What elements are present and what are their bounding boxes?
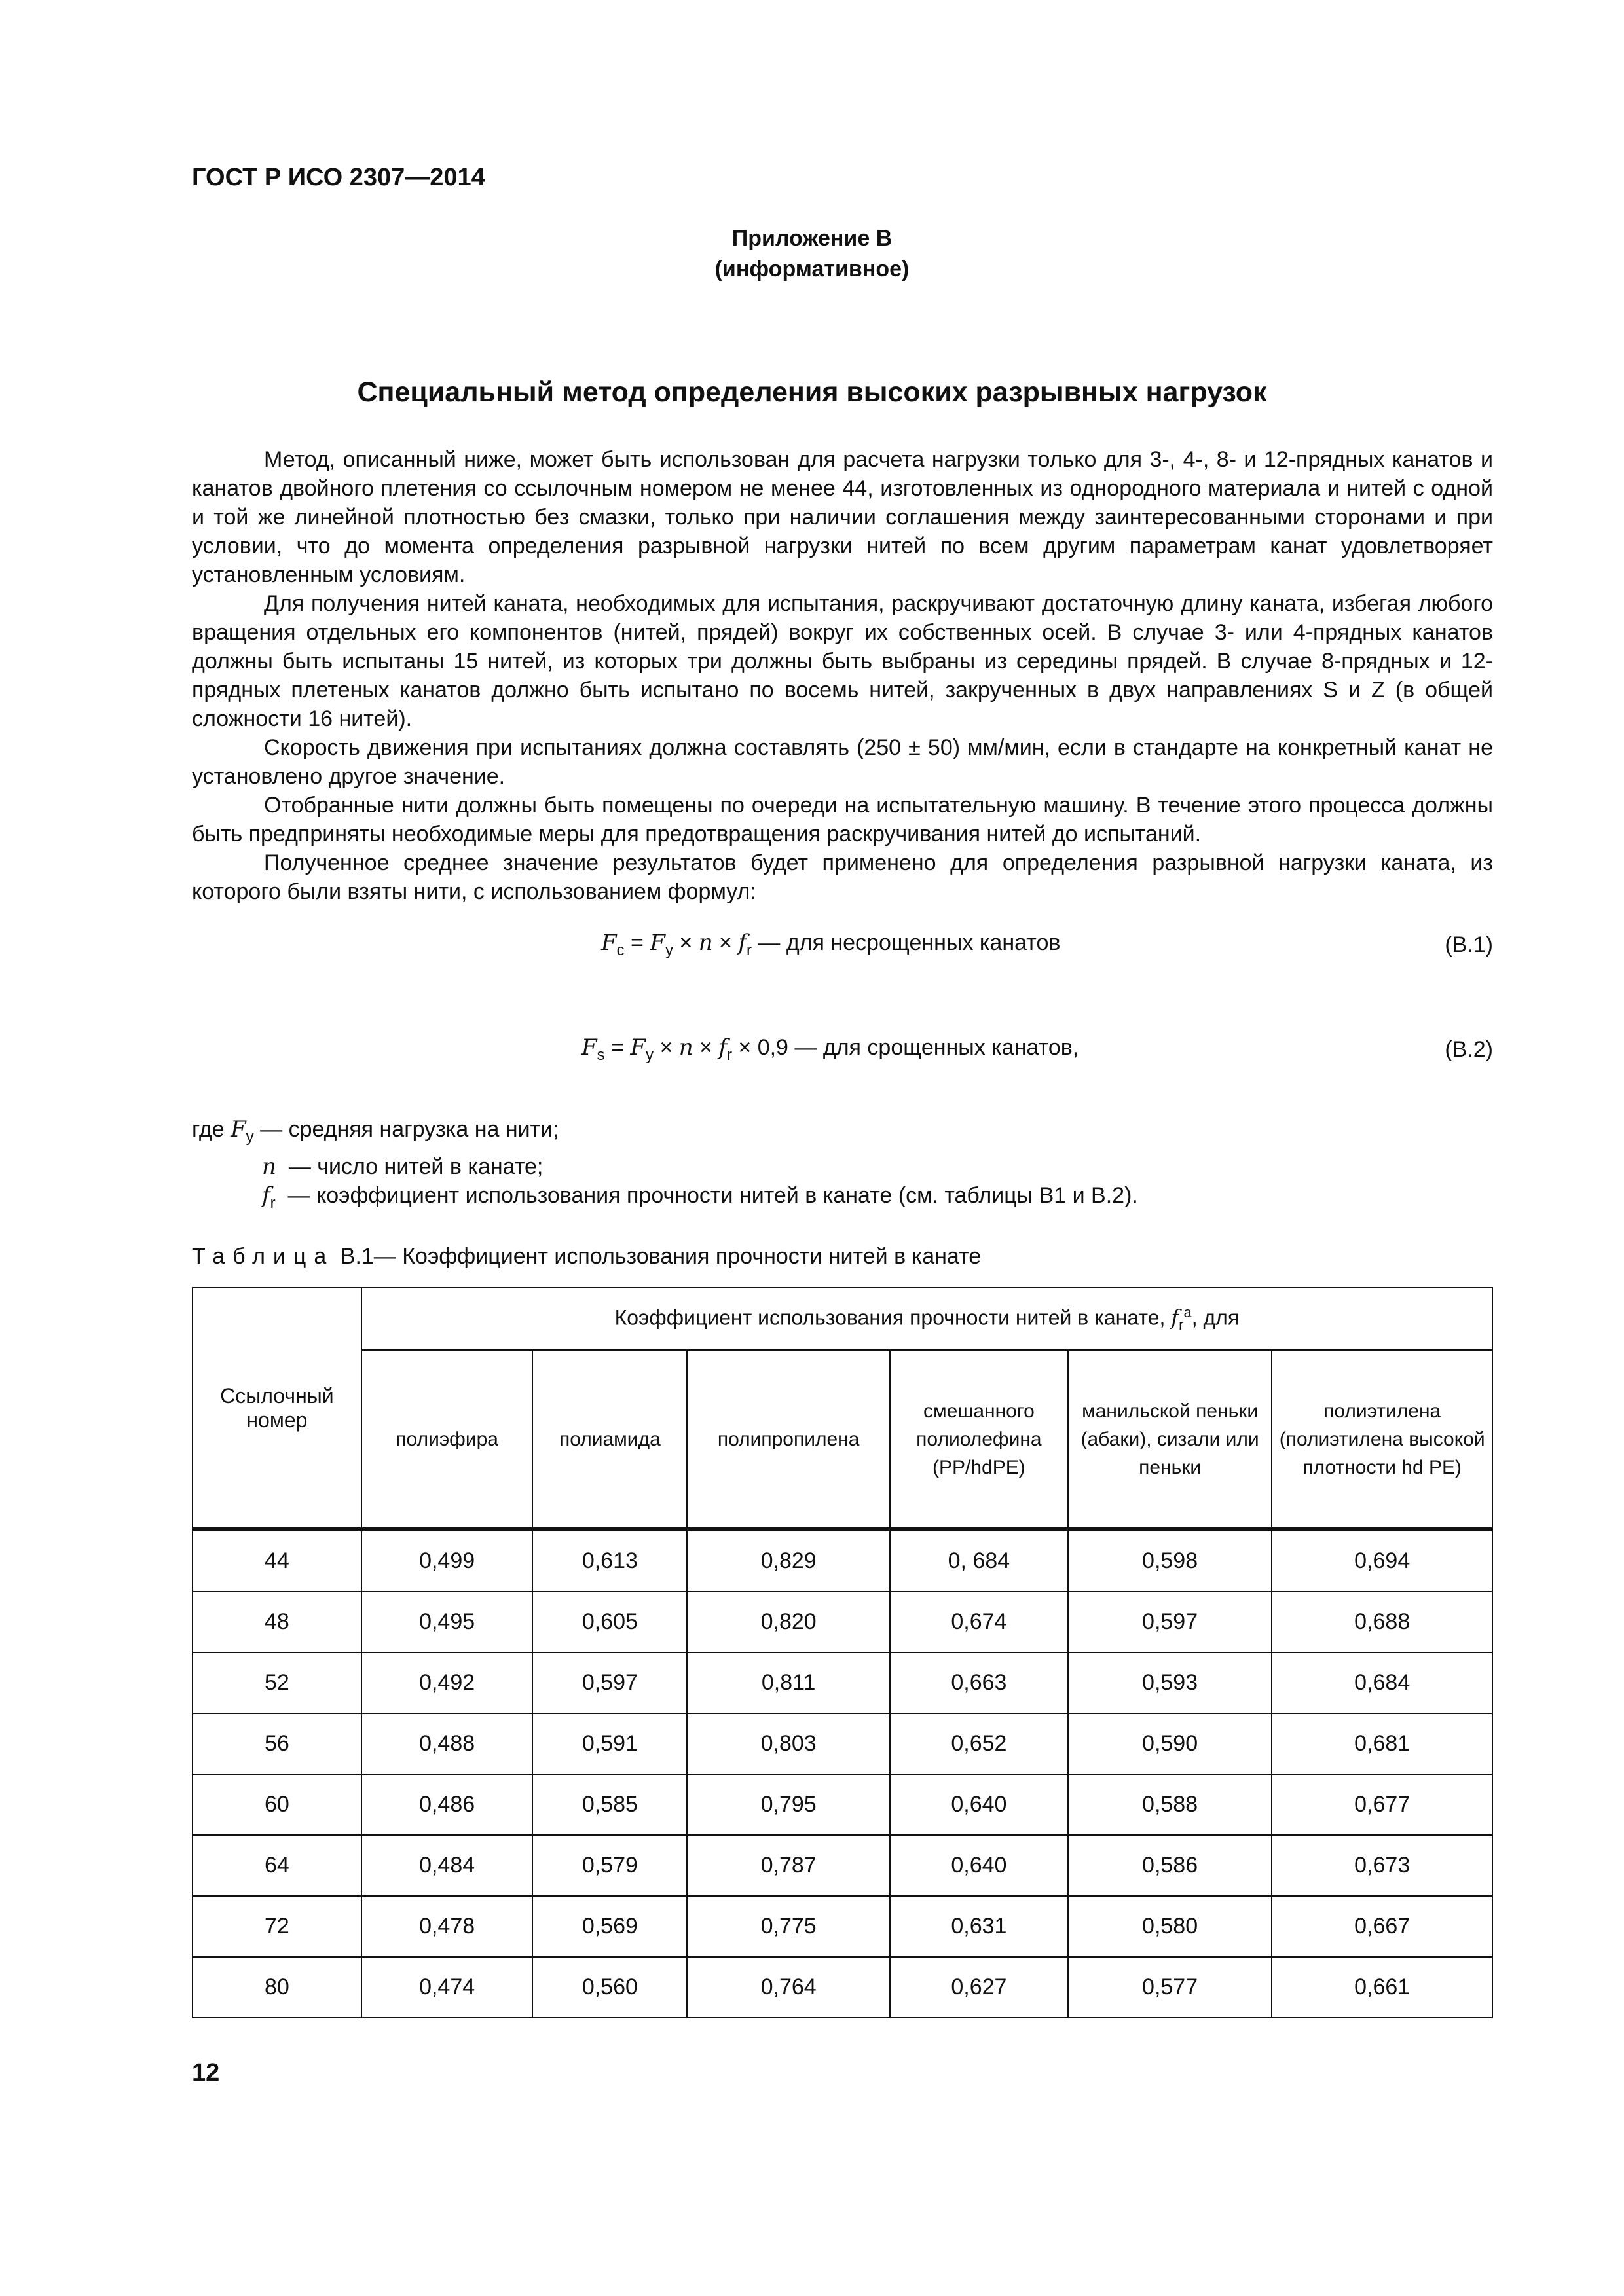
where-text: — коэффициент использования прочности нитей в канате (см. таблицы В1 и В.2). (287, 1183, 1138, 1208)
formula-tail: × 0,9 (738, 1035, 788, 1060)
ref-number-cell: 44 (193, 1529, 361, 1592)
coefficient-cell: 0,640 (890, 1774, 1068, 1835)
standard-header: ГОСТ Р ИСО 2307—2014 (192, 164, 485, 191)
column-header: полиамида (532, 1350, 687, 1529)
ref-number-cell: 48 (193, 1592, 361, 1652)
table-row (193, 1774, 1492, 1835)
ref-number-cell: 64 (193, 1835, 361, 1896)
formula-b2: $F_s = F_y \times n \times f_r \times 0,9$ — для срощенных канатов, (581, 1034, 1079, 1064)
formula-symbol: F (601, 930, 617, 956)
coefficient-cell: 0,499 (361, 1529, 533, 1592)
formula-number: (В.2) (1445, 1037, 1493, 1062)
formula-subscript: y (645, 1046, 654, 1064)
where-subscript: y (246, 1127, 254, 1146)
where-line-1 (192, 1116, 559, 1146)
coefficient-cell: 0,590 (1068, 1713, 1272, 1774)
coefficient-cell: 0,795 (687, 1774, 890, 1835)
formula-number: (В.1) (1445, 932, 1493, 957)
table-caption-text: В.1— Коэффициент использования прочности нитей в канате (340, 1244, 982, 1269)
coefficient-cell: 0,803 (687, 1713, 890, 1774)
where-line-2 (262, 1154, 543, 1184)
formula-subscript: y (665, 941, 673, 959)
coefficient-cell: 0,488 (361, 1713, 533, 1774)
coefficient-cell: 0,605 (532, 1592, 687, 1652)
group-header: Коэффициент использования прочности нитей в канате, $f_r^a$, для (361, 1288, 1492, 1350)
coefficient-cell: 0,579 (532, 1835, 687, 1896)
coefficient-cell: 0,484 (361, 1835, 533, 1896)
coefficient-cell: 0,673 (1272, 1835, 1492, 1896)
page-number: 12 (192, 2059, 220, 2086)
formula-symbol: n (698, 930, 713, 956)
coefficient-cell: 0,577 (1068, 1957, 1272, 2018)
where-symbol: F (231, 1116, 246, 1142)
coefficient-cell: 0,586 (1068, 1835, 1272, 1896)
where-symbol: n (262, 1154, 276, 1180)
coefficient-cell: 0,627 (890, 1957, 1068, 2018)
coefficient-cell: 0,569 (532, 1896, 687, 1957)
ref-number-cell: 80 (193, 1957, 361, 2018)
coefficient-cell: 0,580 (1068, 1896, 1272, 1957)
where-intro: где (192, 1117, 225, 1142)
coefficient-cell: 0,597 (532, 1652, 687, 1713)
formula-subscript: c (616, 941, 625, 959)
coefficient-cell: 0,492 (361, 1652, 533, 1713)
coefficient-cell: 0, 684 (890, 1529, 1068, 1592)
coefficient-cell: 0,820 (687, 1592, 890, 1652)
coefficient-cell: 0,677 (1272, 1774, 1492, 1835)
coefficient-cell: 0,661 (1272, 1957, 1492, 2018)
where-text: — число нитей в канате; (288, 1154, 544, 1179)
coefficient-cell: 0,694 (1272, 1529, 1492, 1592)
coefficient-cell: 0,674 (890, 1592, 1068, 1652)
column-header: смешанного полиолефина (PP/hdPE) (890, 1350, 1068, 1529)
ref-number-header: Ссылочный номер (193, 1288, 361, 1529)
coefficient-cell: 0,663 (890, 1652, 1068, 1713)
coefficient-cell: 0,588 (1068, 1774, 1272, 1835)
coefficient-cell: 0,667 (1272, 1896, 1492, 1957)
formula-symbol: F (581, 1034, 597, 1061)
ref-number-cell: 52 (193, 1652, 361, 1713)
column-header: манильской пеньки (абаки), сизали или пеньки (1068, 1350, 1272, 1529)
table-row (193, 1713, 1492, 1774)
table-row (193, 1835, 1492, 1896)
paragraph: Метод, описанный ниже, может быть использован для расчета нагрузки только для 3-, 4-, 8- и 12-прядных канатов и канатов двойного плетения со ссылочным номером не менее 44, изготовленных из однородного материала и нитей с одной и той же линейной плотностью без смазки, только при наличии соглашения между заинтересованными сторонами и при условии, что до момента определения разрывной нагрузки нитей по всем другим параметрам канат удовлетворяет установленным условиям. (192, 447, 1493, 587)
column-header: полиэфира (361, 1350, 533, 1529)
ref-number-cell: 56 (193, 1713, 361, 1774)
coefficient-cell: 0,775 (687, 1896, 890, 1957)
ref-number-cell: 60 (193, 1774, 361, 1835)
coefficient-cell: 0,597 (1068, 1592, 1272, 1652)
coefficient-cell: 0,688 (1272, 1592, 1492, 1652)
coefficient-cell: 0,764 (687, 1957, 890, 2018)
formula-subscript: r (746, 941, 752, 959)
coefficient-cell: 0,593 (1068, 1652, 1272, 1713)
coefficient-cell: 0,613 (532, 1529, 687, 1592)
coefficient-cell: 0,829 (687, 1529, 890, 1592)
formula-symbol: f (738, 930, 747, 956)
where-symbol: f (262, 1182, 270, 1209)
table-row (193, 1957, 1492, 2018)
where-subscript: r (270, 1194, 276, 1212)
coefficient-cell: 0,631 (890, 1896, 1068, 1957)
coefficient-cell: 0,591 (532, 1713, 687, 1774)
column-header: полипропилена (687, 1350, 890, 1529)
coefficient-cell: 0,684 (1272, 1652, 1492, 1713)
annex-type: (информативное) (714, 257, 910, 282)
coefficient-cell: 0,474 (361, 1957, 533, 2018)
formula-symbol: F (650, 930, 665, 956)
paragraph: Отобранные нити должны быть помещены по очереди на испытательную машину. В течение этого процесса должны быть предприняты необходимые меры для предотвращения раскручивания нитей до испытаний. (192, 793, 1493, 847)
formula-note: — для срощенных канатов, (794, 1035, 1079, 1060)
formula-subscript: r (726, 1046, 732, 1064)
table-row (193, 1592, 1492, 1652)
coefficient-cell: 0,681 (1272, 1713, 1492, 1774)
table-row (193, 1896, 1492, 1957)
coefficient-cell: 0,478 (361, 1896, 533, 1957)
body-text (192, 445, 1493, 906)
coefficient-cell: 0,811 (687, 1652, 890, 1713)
column-header: полиэтилена (полиэтилена высокой плотности hd PE) (1272, 1350, 1492, 1529)
coefficient-cell: 0,560 (532, 1957, 687, 2018)
data-table (192, 1287, 1493, 2018)
table-row (193, 1652, 1492, 1713)
paragraph: Для получения нитей каната, необходимых для испытания, раскручивают достаточную длину каната, избегая любого вращения отдельных его компонентов (нитей, прядей) вокруг их собственных осей. В случае 3- или 4-прядных канатов должны быть испытаны 15 нитей, из которых три должны быть выбраны из середины прядей. В случае 8-прядных и 12-прядных плетеных канатов должно быть испытано по восемь нитей, закрученных в двух направлениях S и Z (в общей сложности 16 нитей). (192, 591, 1493, 731)
paragraph: Полученное среднее значение результатов будет применено для определения разрывной нагрузки каната, из которого были взяты нити, с использованием формул: (192, 850, 1493, 904)
coefficient-cell: 0,486 (361, 1774, 533, 1835)
coefficient-cell: 0,787 (687, 1835, 890, 1896)
formula-symbol: f (718, 1034, 727, 1061)
table-row (193, 1529, 1492, 1592)
table-caption-word: Таблица (192, 1244, 335, 1269)
where-line-3 (262, 1182, 1138, 1212)
ref-number-cell: 72 (193, 1896, 361, 1957)
paragraph: Скорость движения при испытаниях должна составлять (250 ± 50) мм/мин, если в стандарте на конкретный канат не установлено другое значение. (192, 735, 1493, 789)
where-text: — средняя нагрузка на нити; (260, 1117, 559, 1142)
formula-symbol: F (630, 1034, 646, 1061)
coefficient-cell: 0,640 (890, 1835, 1068, 1896)
coefficient-cell: 0,652 (890, 1713, 1068, 1774)
formula-b1: $F_c = F_y \times n \times f_r$ — для несрощенных канатов (601, 930, 1061, 959)
page-title: Специальный метод определения высоких разрывных нагрузок (357, 376, 1267, 408)
table-caption (192, 1244, 981, 1269)
formula-note: — для несрощенных канатов (758, 930, 1061, 955)
formula-symbol: n (678, 1034, 693, 1061)
annex-label: Приложение В (731, 226, 893, 251)
coefficient-cell: 0,585 (532, 1774, 687, 1835)
coefficient-cell: 0,495 (361, 1592, 533, 1652)
formula-subscript: s (597, 1046, 605, 1064)
coefficient-cell: 0,598 (1068, 1529, 1272, 1592)
